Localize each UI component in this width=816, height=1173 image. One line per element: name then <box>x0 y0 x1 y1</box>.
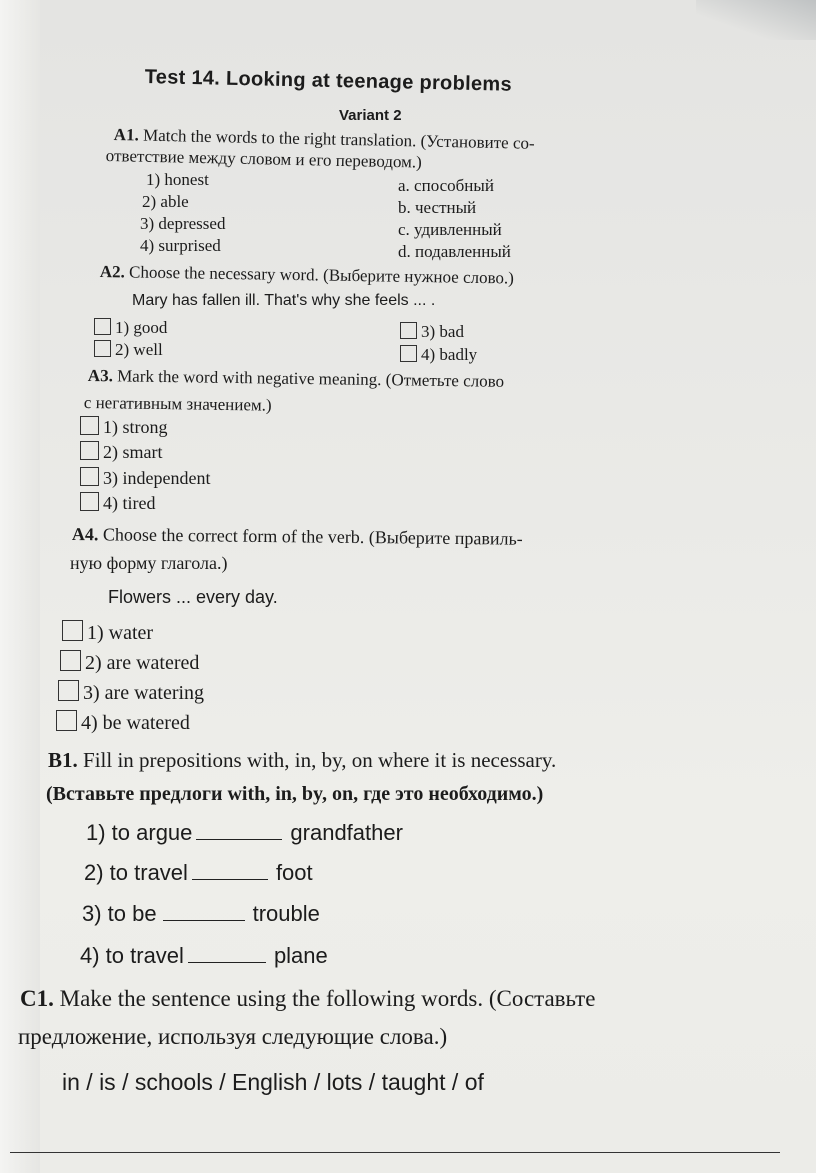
b1-item-suffix: foot <box>275 860 313 885</box>
answer-blank[interactable] <box>192 879 268 880</box>
a4-option-4[interactable] <box>56 710 190 735</box>
b1-item-3 <box>82 901 320 927</box>
c1-instruction-line1: Make the sentence using the following words. (Составьте <box>59 986 596 1011</box>
checkbox[interactable] <box>400 322 417 339</box>
b1-item-4 <box>80 943 328 969</box>
option-label: 4) be watered <box>81 712 190 734</box>
a1-instruction-line1: Match the words to the right translation. (Установите со- <box>142 125 535 153</box>
option-label: 1) water <box>87 622 154 644</box>
a1-word: 1) honest <box>146 170 209 189</box>
a1-word: 4) surprised <box>140 236 221 255</box>
test-title: Test 14. Looking at teenage problems <box>144 66 513 96</box>
a1-translation: d. подавленный <box>398 242 511 261</box>
a1-translation: c. удивленный <box>398 220 502 239</box>
b1-item-prefix: 4) to travel <box>80 943 184 968</box>
a1-word: 2) able <box>142 192 189 211</box>
option-label: 2) are watered <box>85 652 200 674</box>
option-label: 4) badly <box>421 345 478 364</box>
answer-blank[interactable] <box>188 962 266 963</box>
c1-instruction-line2: предложение, используя следующие слова.) <box>18 1024 448 1049</box>
a2-sentence: Mary has fallen ill. That's why she feels ... . <box>132 292 436 309</box>
option-label: 1) good <box>115 318 168 337</box>
b1-item-1 <box>86 820 403 846</box>
a2-option-2[interactable] <box>94 340 163 360</box>
a4-number: A4. <box>71 524 99 545</box>
a4-option-1[interactable] <box>62 620 153 645</box>
checkbox[interactable] <box>80 441 99 460</box>
a1-translation: a. способный <box>398 176 494 195</box>
option-label: 2) smart <box>103 442 163 462</box>
checkbox[interactable] <box>80 416 99 435</box>
b1-number: B1. <box>48 748 78 772</box>
a4-option-3[interactable] <box>58 680 204 705</box>
option-label: 2) well <box>115 340 163 359</box>
answer-blank[interactable] <box>163 920 245 921</box>
page-corner-shadow <box>696 0 816 40</box>
b1-question <box>48 748 556 773</box>
checkbox[interactable] <box>62 620 83 641</box>
a4-question <box>72 524 523 550</box>
b1-item-prefix: 3) to be <box>82 901 157 926</box>
b1-item-prefix: 2) to travel <box>84 860 188 885</box>
option-label: 3) independent <box>103 468 211 488</box>
checkbox[interactable] <box>94 318 111 335</box>
a2-option-3[interactable] <box>400 322 464 342</box>
a4-instruction-line1: Choose the correct form of the verb. (Выберите правиль- <box>102 524 523 549</box>
a1-instruction-line2: ответствие между словом и его переводом.) <box>105 146 423 172</box>
b1-instruction-line2: (Вставьте предлоги with, in, by, on, где это необходимо.) <box>46 783 544 805</box>
a2-question <box>100 262 514 289</box>
checkbox[interactable] <box>400 345 417 362</box>
a3-option-3[interactable] <box>80 467 210 489</box>
checkbox[interactable] <box>80 467 99 486</box>
checkbox[interactable] <box>58 680 79 701</box>
a3-option-1[interactable] <box>80 416 168 438</box>
a2-option-1[interactable] <box>94 318 167 338</box>
a1-number: A1. <box>113 125 140 145</box>
a3-option-4[interactable] <box>80 492 155 514</box>
a2-number: A2. <box>99 262 126 282</box>
checkbox[interactable] <box>94 340 111 357</box>
a3-instruction-line1: Mark the word with negative meaning. (Отметьте слово <box>117 366 505 391</box>
a4-instruction-line2: ную форму глагола.) <box>70 553 228 573</box>
option-label: 1) strong <box>103 417 168 437</box>
option-label: 3) bad <box>421 322 464 341</box>
a2-option-4[interactable] <box>400 345 477 365</box>
c1-question <box>20 986 595 1012</box>
answer-blank[interactable] <box>196 839 282 840</box>
b1-item-suffix: plane <box>273 943 328 968</box>
c1-answer-line[interactable] <box>10 1152 780 1153</box>
c1-word-list: in / is / schools / English / lots / taught / of <box>62 1069 484 1095</box>
variant-label: Variant 2 <box>339 107 402 124</box>
b1-item-suffix: grandfather <box>290 820 403 845</box>
checkbox[interactable] <box>56 710 77 731</box>
a3-instruction-line2: с негативным значением.) <box>83 393 272 415</box>
c1-number: C1. <box>20 986 54 1011</box>
a3-number: A3. <box>87 366 114 386</box>
b1-item-suffix: trouble <box>252 901 320 926</box>
a3-question <box>88 366 505 392</box>
a1-translation: b. честный <box>398 198 477 217</box>
a4-sentence: Flowers ... every day. <box>108 587 278 607</box>
a1-word: 3) depressed <box>140 214 226 233</box>
option-label: 4) tired <box>103 493 156 513</box>
option-label: 3) are watering <box>83 682 205 704</box>
b1-instruction-line1: Fill in prepositions with, in, by, on where it is necessary. <box>83 748 557 772</box>
a4-option-2[interactable] <box>60 650 199 675</box>
a3-option-2[interactable] <box>80 441 162 463</box>
b1-item-2 <box>84 860 313 886</box>
b1-item-prefix: 1) to argue <box>86 820 193 845</box>
checkbox[interactable] <box>60 650 81 671</box>
a2-instruction: Choose the necessary word. (Выберите нужное слово.) <box>128 262 515 288</box>
checkbox[interactable] <box>80 492 99 511</box>
